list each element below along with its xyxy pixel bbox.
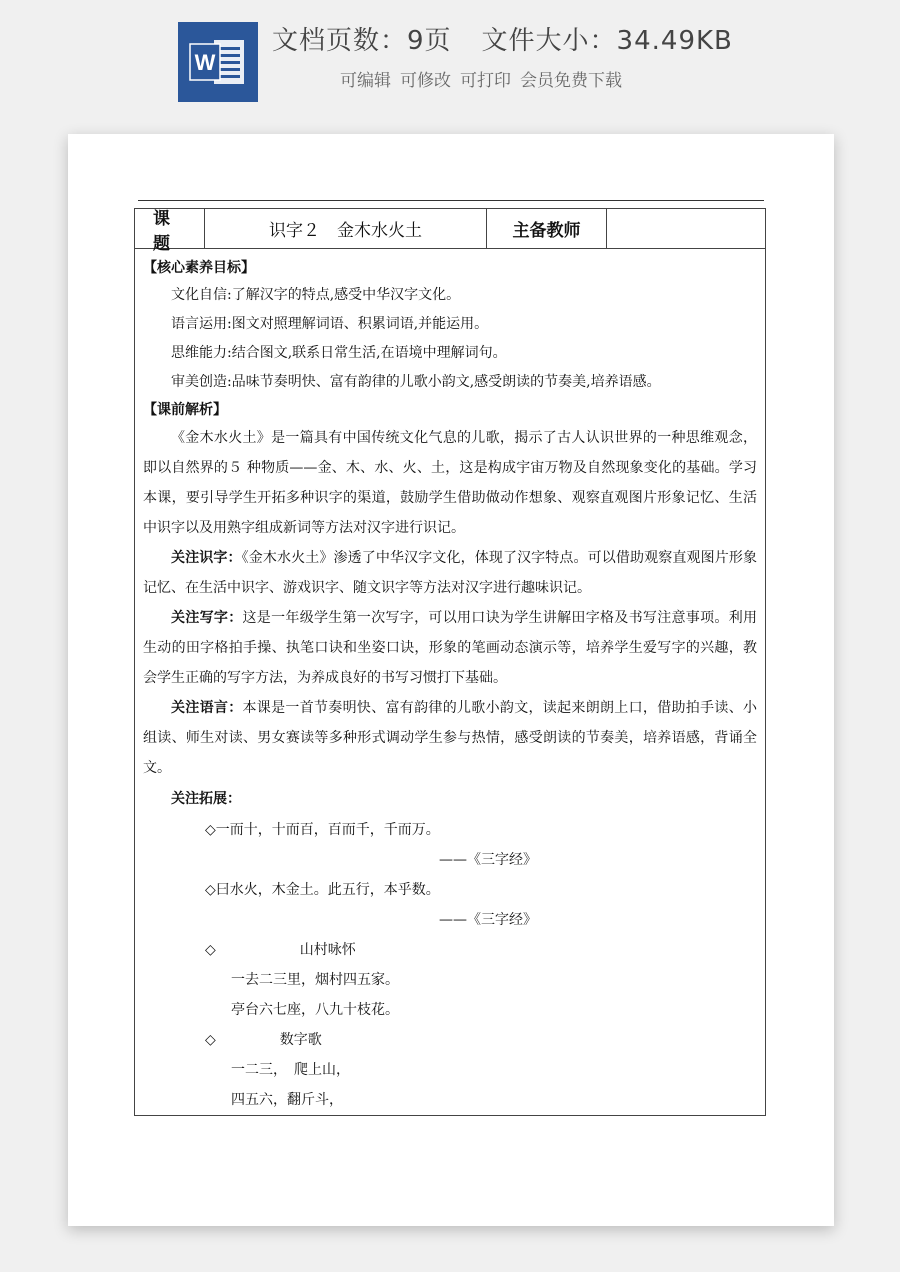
focus-literacy-label: 关注识字：	[171, 550, 242, 566]
page-count: 文档页数：9页	[272, 26, 452, 56]
goal-thinking: 思维能力:结合图文,联系日常生活,在语境中理解词句。	[171, 345, 507, 361]
goal-language: 语言运用:图文对照理解词语、积累词语,并能运用。	[171, 316, 489, 332]
document-info	[272, 20, 733, 57]
poem-1-line-2: 亭台六七座，八九十枝花。	[231, 1002, 399, 1018]
focus-literacy-text: 《金木水火土》渗透了中华汉字文化，体现了汉字特点。可以借助观察直观图片形象记忆、在生活中识字、游戏识字、随文识字等方法对汉字进行趣味识记。	[143, 550, 758, 596]
word-icon	[178, 22, 258, 102]
extension-label: 关注拓展：	[171, 791, 241, 807]
topic-value: 识字２ 金木水火土	[205, 209, 487, 248]
feature-member-download: 会员免费下载	[520, 71, 622, 91]
goal-culture: 文化自信:了解汉字的特点,感受中华汉字文化。	[171, 287, 461, 303]
goal-aesthetics: 审美创造:品味节奏明快、富有韵律的儿歌小韵文,感受朗读的节奏美,培养语感。	[171, 374, 661, 390]
feature-modifiable: 可修改	[400, 71, 451, 91]
extension-source-1: ——《三字经》	[439, 852, 537, 868]
feature-printable: 可打印	[460, 71, 511, 91]
document-page	[68, 134, 834, 1226]
extension-item-2: ◇曰水火，木金土。此五行，本乎数。	[205, 882, 440, 898]
analysis-intro: 《金木水火土》是一篇具有中国传统文化气息的儿歌，揭示了古人认识世界的一种思维观念，即以自然界的５ 种物质——金、木、水、火、土，这是构成宇宙万物及自然现象变化的基础。学习本课，要引导学生开拓多种识字的渠道，鼓励学生借助做动作想象、观察直观图片形象记忆、生活中识字以及用熟字组成新词等方法对汉字进行识记。	[143, 430, 757, 536]
diamond-bullet-icon: ◇	[205, 1032, 216, 1048]
focus-literacy	[143, 543, 757, 603]
lesson-body	[135, 249, 765, 1115]
focus-writing-text: 这是一年级学生第一次写字，可以用口诀为学生讲解田字格及书写注意事项。利用生动的田字格拍手操、执笔口诀和坐姿口诀，形象的笔画动态演示等，培养学生爱写字的兴趣，教会学生正确的写字方法，为养成良好的书写习惯打下基础。	[143, 610, 757, 686]
poem-1-line-1: 一去二三里，烟村四五家。	[231, 972, 399, 988]
poem-2-title: 数字歌	[279, 1032, 322, 1048]
poem-2-heading	[143, 1025, 757, 1055]
diamond-bullet-icon: ◇	[205, 942, 216, 958]
word-document-icon	[178, 22, 258, 102]
poem-2-line-2: 四五六，翻斤斗，	[231, 1092, 343, 1108]
focus-writing	[143, 603, 757, 693]
lesson-table	[134, 208, 766, 1116]
teacher-value	[607, 209, 765, 248]
core-goals-heading: 【核心素养目标】	[143, 260, 255, 276]
file-size: 文件大小：34.49KB	[481, 26, 733, 56]
extension-source-2: ——《三字经》	[439, 912, 537, 928]
extension-item-1: ◇一而十，十而百，百而千，千而万。	[205, 822, 440, 838]
topic-label: 课题	[135, 209, 205, 248]
focus-language-label: 关注语言：	[171, 700, 243, 716]
feature-list	[340, 66, 631, 91]
poem-1-heading	[143, 935, 757, 965]
analysis-heading: 【课前解析】	[143, 402, 227, 418]
feature-editable: 可编辑	[340, 71, 391, 91]
poem-1-title: 山村咏怀	[299, 942, 356, 958]
focus-language-text: 本课是一首节奏明快、富有韵律的儿歌小韵文，读起来朗朗上口，借助拍手读、小组读、师生对读、男女赛读等多种形式调动学生参与热情，感受朗读的节奏美，培养语感，背诵全文。	[143, 700, 757, 776]
teacher-label: 主备教师	[487, 209, 607, 248]
svg-text:W: W	[194, 50, 216, 75]
table-header-row	[135, 208, 765, 254]
focus-writing-label: 关注写字：	[171, 610, 243, 626]
focus-language	[143, 693, 757, 783]
poem-2-line-1: 一二三， 爬上山，	[231, 1062, 350, 1078]
header-rule	[138, 200, 764, 201]
